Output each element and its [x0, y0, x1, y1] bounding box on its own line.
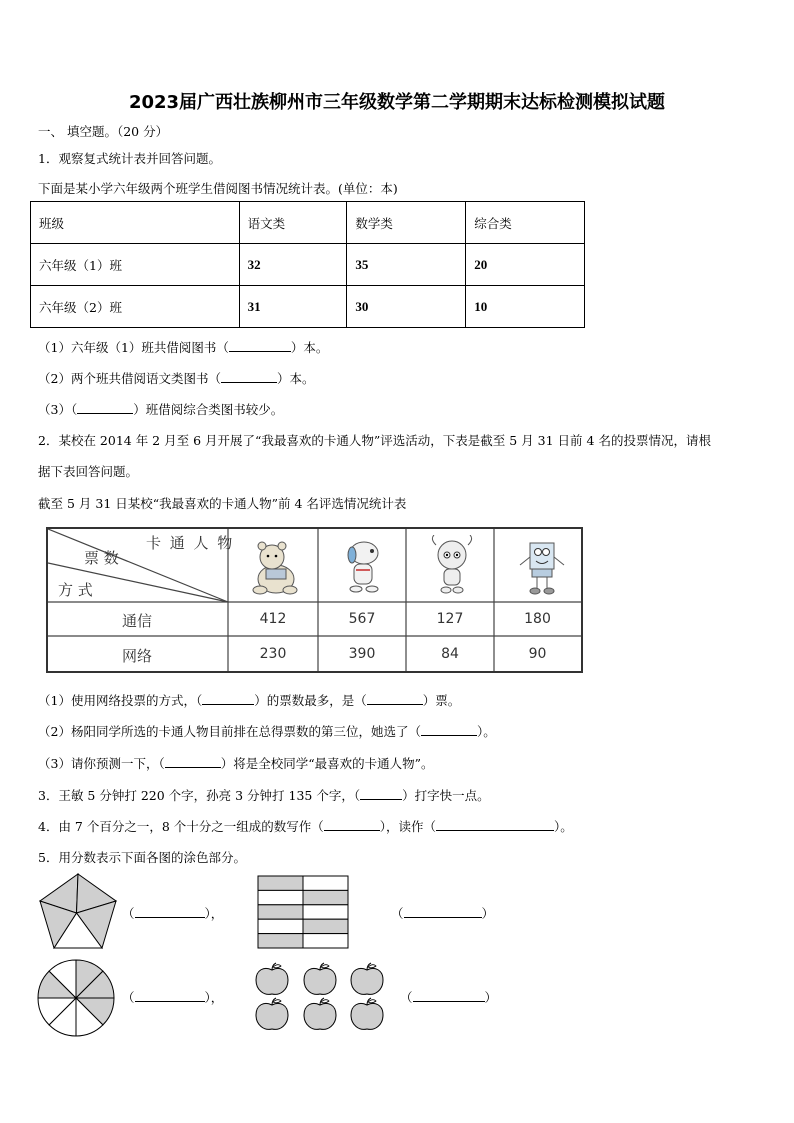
apple-icon — [256, 998, 288, 1029]
table-cell: 127 — [436, 611, 464, 627]
q1-sub3: （3）（ ）班借阅综合类图书较少。 — [38, 402, 284, 417]
table-cell: 567 — [348, 611, 376, 627]
table-cell: 180 — [524, 611, 551, 627]
q3: 3．王敏 5 分钟打 220 个字，孙亮 3 分钟打 135 个字，（ ）打字快一点。 — [38, 788, 490, 803]
header-cartoon: 卡 通 人 物 — [146, 534, 235, 552]
q4: 4．由 7 个百分之一，8 个十分之一组成的数写作（ ），读作（ ）。 — [38, 819, 573, 834]
grid-figure — [257, 875, 349, 949]
table-header-row — [31, 202, 585, 244]
answer-blank[interactable] — [165, 755, 221, 768]
apples-figure — [252, 960, 388, 1032]
cartoon-vote-table — [46, 527, 583, 673]
table-header: 语文类 — [239, 202, 347, 244]
table-cell: 84 — [441, 646, 459, 662]
table-cell: 390 — [348, 646, 376, 662]
book-borrowing-table — [30, 201, 585, 328]
table-cell: 20 — [466, 244, 585, 286]
table-row — [31, 244, 585, 286]
table-cell: 230 — [259, 646, 287, 662]
answer-blank[interactable] — [413, 989, 485, 1002]
figure2-answer: （ ） — [391, 906, 495, 921]
answer-blank[interactable] — [229, 339, 291, 352]
answer-blank[interactable] — [135, 989, 205, 1002]
answer-blank[interactable] — [360, 787, 402, 800]
pleasant-goat-icon — [426, 535, 478, 597]
figure4-answer: （ ） — [400, 990, 498, 1005]
answer-blank[interactable] — [324, 818, 380, 831]
table-cell: 六年级（2）班 — [31, 286, 240, 328]
table-row — [31, 286, 585, 328]
table-cell: 412 — [259, 611, 287, 627]
row-label: 网络 — [122, 647, 153, 665]
table-cell: 35 — [347, 244, 466, 286]
figure3-answer: （ ）， — [122, 990, 224, 1005]
apple-icon — [304, 998, 336, 1029]
apple-icon — [351, 998, 383, 1029]
answer-blank[interactable] — [221, 370, 277, 383]
spongebob-icon — [516, 537, 568, 597]
section-heading: 一、 填空题。（20 分） — [38, 124, 169, 139]
table-cell: 32 — [239, 244, 347, 286]
answer-blank[interactable] — [421, 723, 477, 736]
circle-figure — [36, 958, 116, 1038]
page-title: 2023届广西壮族柳州市三年级数学第二学期期末达标检测模拟试题 — [128, 92, 666, 113]
q1-sub1: （1）六年级（1）班共借阅图书（ ）本。 — [38, 340, 329, 355]
answer-blank[interactable] — [202, 692, 254, 705]
header-method: 方 式 — [58, 581, 93, 599]
table-cell: 90 — [528, 646, 547, 662]
q2-stem-line1: 2．某校在 2014 年 2 月至 6 月开展了“我最喜欢的卡通人物”评选活动，下表是截至 5 月 31 日前 4 名的投票情况，请根 — [38, 433, 711, 448]
answer-blank[interactable] — [367, 692, 423, 705]
q1-caption: 下面是某小学六年级两个班学生借阅图书情况统计表。(单位：本) — [38, 181, 398, 196]
q2-stem-line2: 据下表回答问题。 — [38, 464, 139, 479]
q1-sub2: （2）两个班共借阅语文类图书（ ）本。 — [38, 371, 315, 386]
figure1-answer: （ ）， — [122, 906, 224, 921]
q2-caption: 截至 5 月 31 日某校“我最喜欢的卡通人物”前 4 名评选情况统计表 — [38, 496, 407, 511]
table-cell: 六年级（1）班 — [31, 244, 240, 286]
winnie-pooh-icon — [246, 535, 306, 597]
answer-blank[interactable] — [436, 818, 554, 831]
table-cell: 10 — [466, 286, 585, 328]
snoopy-icon — [338, 537, 390, 597]
apple-icon — [351, 963, 383, 994]
header-votes: 票 数 — [84, 549, 119, 567]
pentagon-figure — [36, 872, 120, 952]
table-header: 数学类 — [347, 202, 466, 244]
answer-blank[interactable] — [135, 905, 205, 918]
table-header: 班级 — [31, 202, 240, 244]
q5-stem: 5．用分数表示下面各图的涂色部分。 — [38, 850, 246, 865]
answer-blank[interactable] — [77, 401, 133, 414]
table-cell: 31 — [239, 286, 347, 328]
q2-sub2: （2）杨阳同学所选的卡通人物目前排在总得票数的第三位，她选了（ ）。 — [38, 724, 496, 739]
q2-sub1: （1）使用网络投票的方式，（ ）的票数最多，是（ ）票。 — [38, 693, 461, 708]
apple-icon — [256, 963, 288, 994]
answer-blank[interactable] — [404, 905, 482, 918]
table-header: 综合类 — [466, 202, 585, 244]
table-cell: 30 — [347, 286, 466, 328]
row-label: 通信 — [122, 612, 153, 630]
q1-stem: 1．观察复式统计表并回答问题。 — [38, 151, 221, 166]
q2-sub3: （3）请你预测一下，（ ）将是全校同学“最喜欢的卡通人物”。 — [38, 756, 434, 771]
apple-icon — [304, 963, 336, 994]
